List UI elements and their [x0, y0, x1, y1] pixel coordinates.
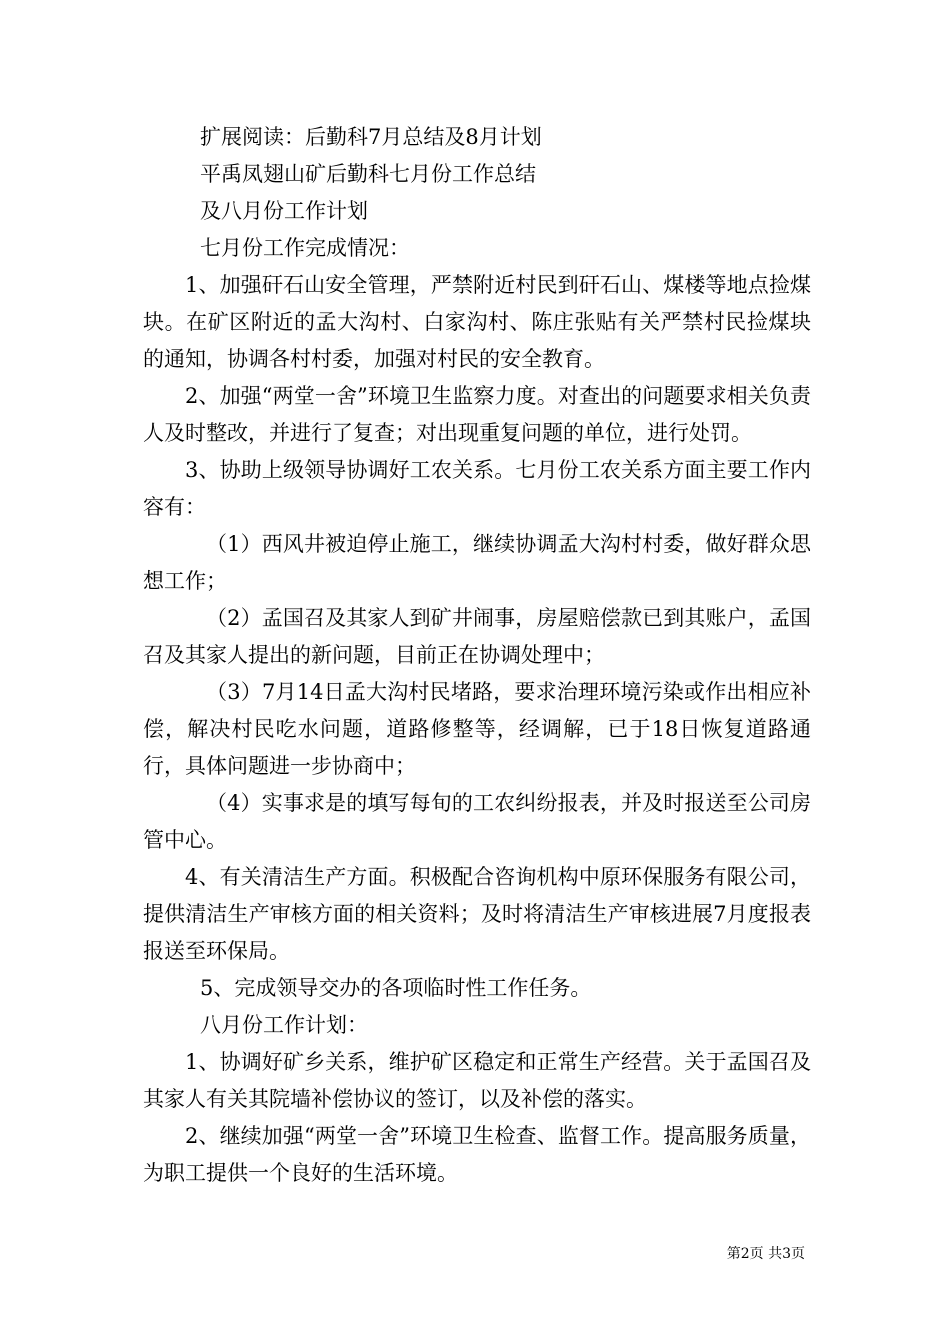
july-item-1: 1、加强矸石山安全管理，严禁附近村民到矸石山、煤楼等地点捡煤块。在矿区附近的孟大沟村、白家沟村、陈庄张贴有关严禁村民捡煤块的通知，协调各村村委，加强对村民的安全教育。 [143, 273, 811, 371]
august-item-2: 2、继续加强“两堂一舍”环境卫生检查、监督工作。提高服务质量，为职工提供一个良好的生活环境。 [143, 1124, 811, 1185]
extended-reading-title: 扩展阅读：后勤科7月总结及8月计划 [200, 125, 542, 149]
section-heading-august: 八月份工作计划： [200, 1013, 368, 1037]
document-title-line-2: 及八月份工作计划 [200, 199, 368, 223]
july-item-3-sub-4: （4）实事求是的填写每旬的工农纠纷报表，并及时报送至公司房管中心。 [143, 791, 811, 852]
july-item-3-sub-1: （1）西风井被迫停止施工，继续协调孟大沟村村委，做好群众思想工作； [143, 532, 811, 593]
july-item-2: 2、加强“两堂一舍”环境卫生监察力度。对查出的问题要求相关负责人及时整改，并进行了复查；对出现重复问题的单位，进行处罚。 [143, 384, 811, 445]
july-item-3-sub-3: （3）7月14日孟大沟村民堵路，要求治理环境污染或作出相应补偿，解决村民吃水问题，道路修整等，经调解，已于18日恢复道路通行，具体问题进一步协商中； [143, 680, 811, 778]
august-item-1: 1、协调好矿乡关系，维护矿区稳定和正常生产经营。关于孟国召及其家人有关其院墙补偿协议的签订，以及补偿的落实。 [143, 1050, 811, 1111]
july-item-3-sub-2: （2）孟国召及其家人到矿井闹事，房屋赔偿款已到其账户，孟国召及其家人提出的新问题，目前正在协调处理中； [143, 606, 811, 667]
document-title-line-1: 平禹凤翅山矿后勤科七月份工作总结 [200, 162, 536, 186]
page-number: 第2页 共3页 [726, 1246, 805, 1262]
july-item-5: 5、完成领导交办的各项临时性工作任务。 [200, 976, 592, 1000]
document-body [143, 119, 811, 1192]
section-heading-july: 七月份工作完成情况： [200, 236, 410, 260]
july-item-4: 4、有关清洁生产方面。积极配合咨询机构中原环保服务有限公司，提供清洁生产审核方面的相关资料；及时将清洁生产审核进展7月度报表报送至环保局。 [143, 865, 811, 963]
july-item-3: 3、协助上级领导协调好工农关系。七月份工农关系方面主要工作内容有： [143, 458, 811, 519]
